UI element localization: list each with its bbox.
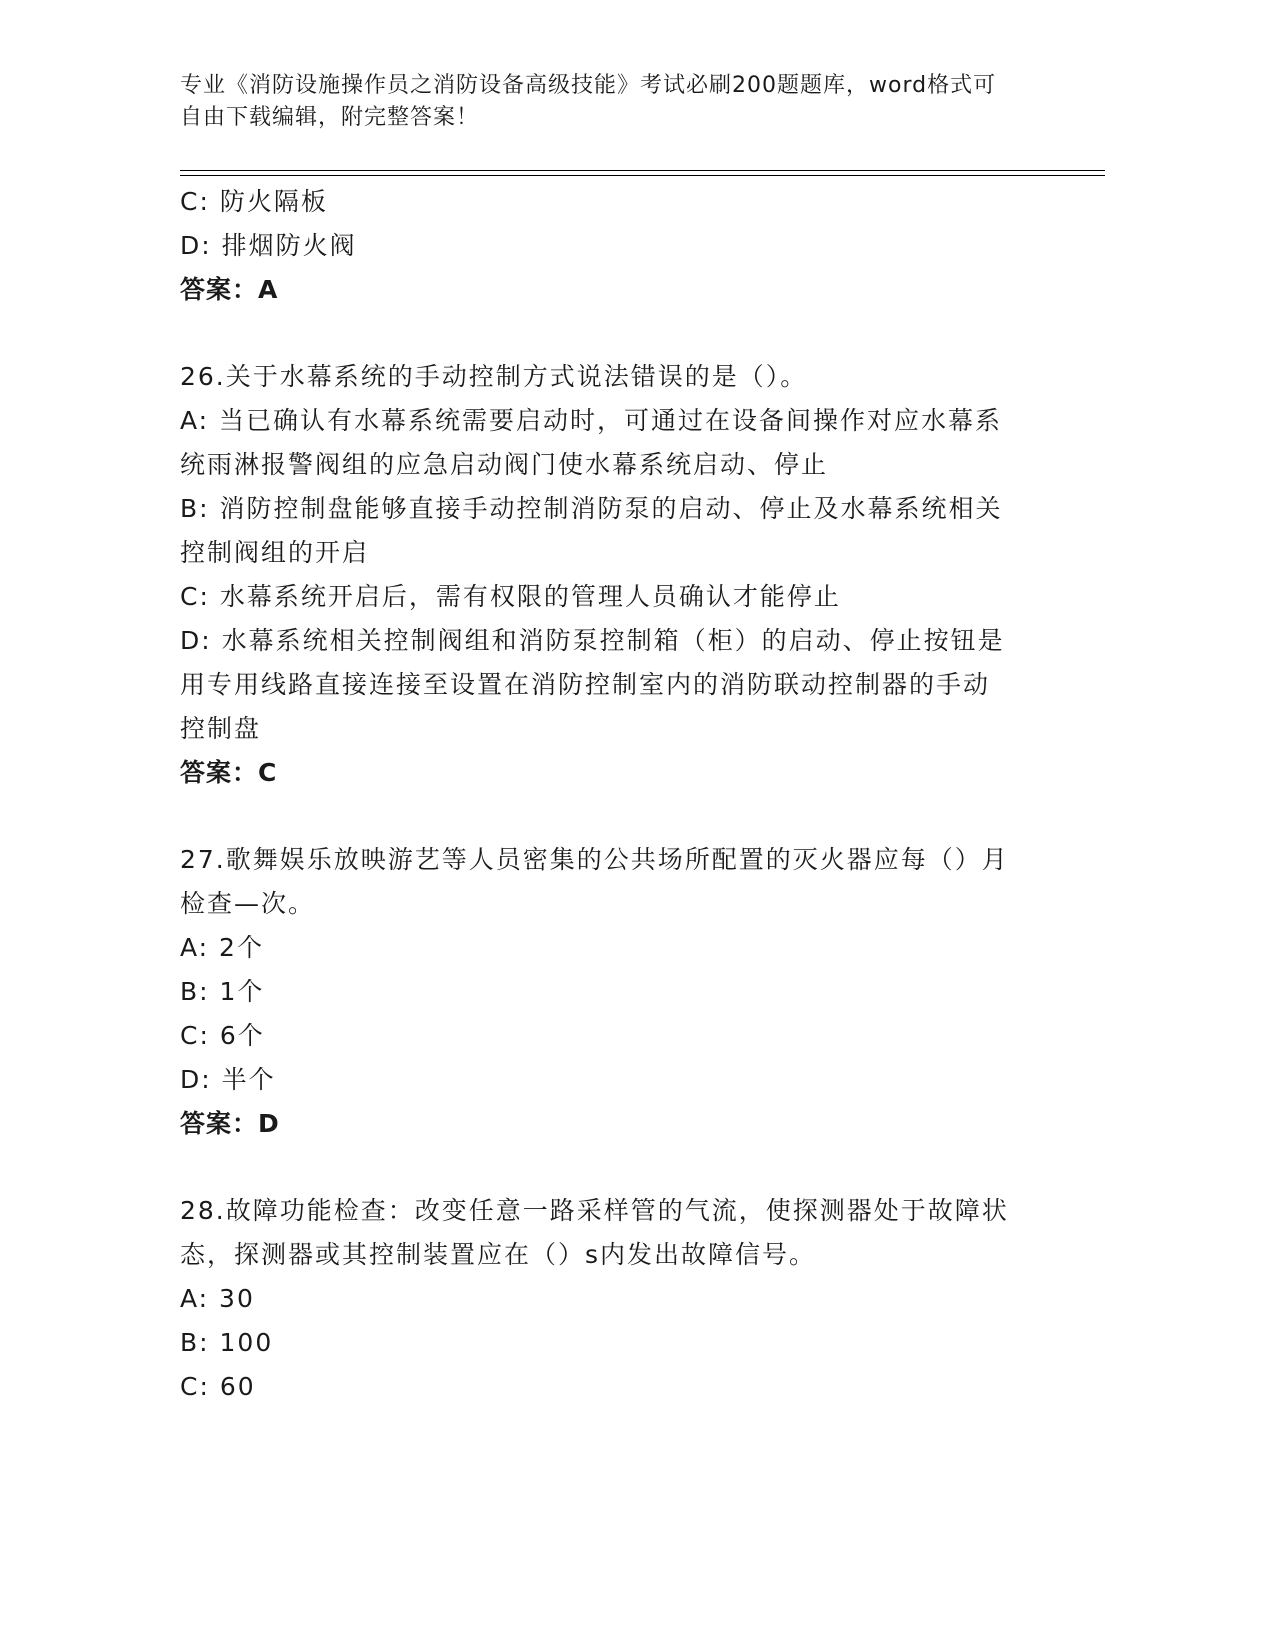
option-d: D: 排烟防火阀 [180, 231, 357, 260]
spacer [180, 312, 1040, 355]
question-stem-line-1: 27.歌舞娱乐放映游艺等人员密集的公共场所配置的灭火器应每（）月 [180, 845, 1009, 874]
option-d-line-3: 控制盘 [180, 714, 262, 743]
question-stem-line-2: 态，探测器或其控制装置应在（）s内发出故障信号。 [180, 1240, 817, 1269]
option-a: A: 30 [180, 1284, 255, 1313]
option-c: C: 6个 [180, 1021, 265, 1050]
option-b-line-2: 控制阀组的开启 [180, 538, 370, 567]
question-stem-line-1: 28.故障功能检查：改变任意一路采样管的气流，使探测器处于故障状 [180, 1196, 1009, 1225]
question-27 [180, 838, 1040, 1146]
option-c: C: 水幕系统开启后，需有权限的管理人员确认才能停止 [180, 582, 841, 611]
question-28 [180, 1189, 1040, 1409]
header-divider-bottom [180, 175, 1105, 176]
answer-line: 答案：C [180, 758, 278, 787]
option-d: D: 半个 [180, 1065, 276, 1094]
option-b: B: 100 [180, 1328, 274, 1357]
answer-line: 答案：A [180, 275, 279, 304]
document-header [180, 70, 1040, 134]
header-divider-top [180, 170, 1105, 171]
question-stem-line-2: 检查—次。 [180, 889, 316, 918]
option-a-line-1: A: 当已确认有水幕系统需要启动时，可通过在设备间操作对应水幕系 [180, 406, 1003, 435]
header-line-2: 自由下载编辑，附完整答案！ [180, 105, 480, 130]
option-d-line-2: 用专用线路直接连接至设置在消防控制室内的消防联动控制器的手动 [180, 670, 991, 699]
option-b: B: 1个 [180, 977, 265, 1006]
option-a: A: 2个 [180, 933, 264, 962]
document-body [180, 180, 1040, 1409]
question-26 [180, 355, 1040, 795]
prev-question-tail [180, 180, 1040, 312]
spacer [180, 795, 1040, 838]
header-line-1: 专业《消防设施操作员之消防设备高级技能》考试必刷200题题库，word格式可 [180, 73, 997, 98]
spacer [180, 1146, 1040, 1189]
option-d-line-1: D: 水幕系统相关控制阀组和消防泵控制箱（柜）的启动、停止按钮是 [180, 626, 1005, 655]
question-stem: 26.关于水幕系统的手动控制方式说法错误的是（）。 [180, 362, 808, 391]
option-a-line-2: 统雨淋报警阀组的应急启动阀门使水幕系统启动、停止 [180, 450, 829, 479]
option-c: C: 防火隔板 [180, 187, 328, 216]
option-c: C: 60 [180, 1372, 256, 1401]
option-b-line-1: B: 消防控制盘能够直接手动控制消防泵的启动、停止及水幕系统相关 [180, 494, 1003, 523]
answer-line: 答案：D [180, 1109, 280, 1138]
